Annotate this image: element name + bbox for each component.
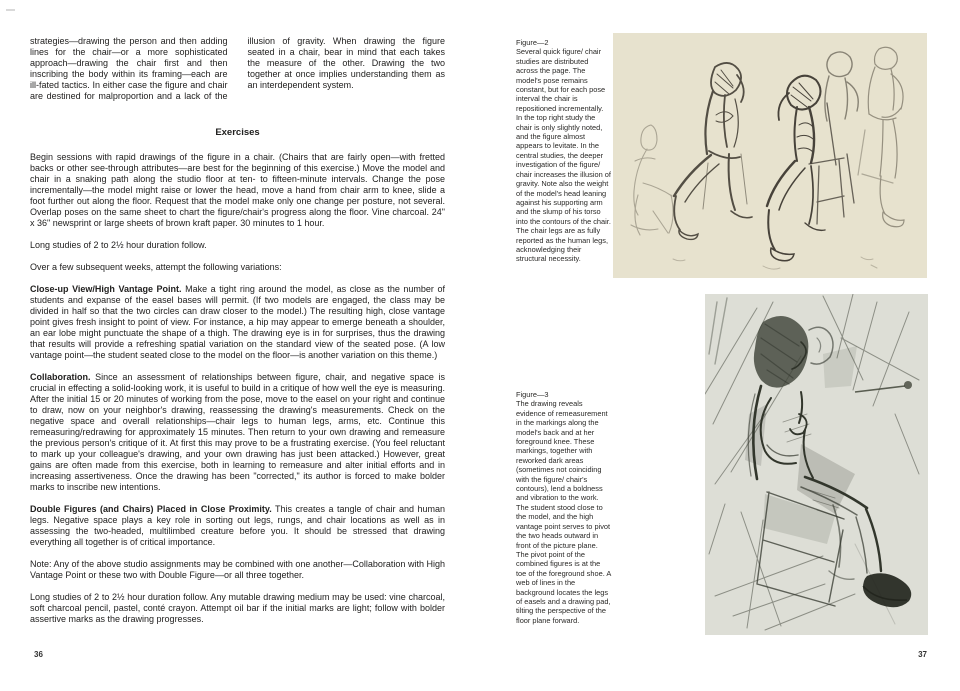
page-number-right: 37 (918, 650, 927, 659)
intro-columns (30, 36, 445, 102)
intro-column-1: strategies—drawing the person and then adding lines for the chair—or a more sophisticated approach—drawing the chair first and then inscribing the body within its framing—each are ill-fated tactics. In either case the figure and chair are destined for malproportion and a lack of the (30, 36, 228, 101)
figure-3-caption (516, 390, 611, 625)
figure-3-drawing (705, 294, 928, 635)
stray-mark (6, 9, 15, 11)
page-number-left: 36 (34, 650, 43, 659)
paragraph-long-studies-1: Long studies of 2 to 2½ hour duration follow. (30, 240, 207, 250)
paragraph-close-up-view: Close-up View/High Vantage Point. Make a tight ring around the model, as close as the number of students and expanse of the easel bases will permit. (If two models are engaged, the class may be divided in half so that the two circles can draw closer to the model.) The resulting high, close vantage point gives fresh insight to point of view. For instance, a hip may appear to emerge beneath a shoulder, an ear lobe might punctuate the shape of a thigh. The drawing eye is in for surprises, thus the drawing that results will provide a refreshing spatial variation on the standard view of the seated pose. (A low vantage point—the student seated close to the model on the floor—is another variation on this theme.) (30, 284, 445, 360)
left-page-text (30, 36, 445, 636)
section-heading: Exercises (215, 127, 260, 138)
intro-column-2: illusion of gravity. When drawing the figure seated in a chair, bear in mind that each takes the measure of the other. Drawing the two together at once implies understanding them as an interdependent system. (247, 36, 445, 90)
figure-2-caption-text: Several quick figure/ chair studies are distributed across the page. The model's pose remains constant, but for each pose interval the chair is repositioned incrementally. In the top right study the chair is only slightly noted, and the figure almost appears to levitate. In the central studies, the deeper investigation of the figure/ chair increases the illusion of gravity. Note also the weight of the model's head leaning against his supporting arm and the slump of his torso into the contours of the chair. The chair legs are as fully reported as the human legs, acknowledging their structural necessity. (516, 47, 611, 264)
paragraph-collaboration: Collaboration. Since an assessment of relationships between figure, chair, and negative space is crucial in effecting a solid-looking work, it is useful to build in a critique of how well the eye is measuring. After the initial 15 or 20 minutes of working from the pose, move to the easel on your right and continue to draw, now on your neighbor's drawing, reassessing the drawing's measurements. Check on the negative space and overall relationships—chair legs to human legs, arms, etc. Continue this remeasuring/redrawing for approximately 15 minutes. Then return to your own drawing and remeasure the previous person's critique of it. At first this may prove to be a frustrating exercise. (You feel reluctant to mark up your colleague's drawing, and your own drawing has just been attacked.) However, great gains are often made from this exercise, both in learning to remeasure and alter initial efforts and in increasing assertiveness. Once the drawing has been "corrected," its author is forced to make bolder marks to inscribe new intentions. (30, 372, 445, 492)
figure-2-sketch (613, 33, 927, 278)
figure-2-caption (516, 38, 611, 264)
figure-2-label: Figure—2 (516, 38, 549, 47)
paragraph-note: Note: Any of the above studio assignments may be combined with one another—Collaboration with High Vantage Point or these two with Double Figure—or all three together. (30, 559, 445, 580)
figure-3-caption-text: The drawing reveals evidence of remeasurement in the markings along the model's back and at her foreground knee. These markings, together with reworked dark areas (sometimes not coinciding with the figure/ chair's contours), lend a boldness and vibration to the work. The student stood close to the model, and the high vantage point serves to pivot the two heads outward in front of the picture plane. The pivot point of the combined figures is at the toe of the foreground shoe. A web of lines in the background locates the legs of easels and a drawing pad, tilting the perspective of the floor plane forward. (516, 399, 611, 625)
paragraph-begin-sessions: Begin sessions with rapid drawings of the figure in a chair. (Chairs that are fairly open—with fretted backs or other see-through attributes—are best for the beginning of this exercise.) Move the model and chair in a snaking path along the studio floor at ten- to fifteen-minute intervals. Change the pose incrementally—the model might raise or lower the head, move a hand from chair arm to knee, slide a foot further out along the floor. Request that the model make only one change per posture, not several. Overlap poses on the same sheet to chart the figure/chair's progress along the floor. Vine charcoal. 24" x 36" newsprint or large sheets of brown kraft paper. 30 minutes to 1 hour. (30, 152, 445, 228)
paragraph-double-figures: Double Figures (and Chairs) Placed in Close Proximity. This creates a tangle of chair and human legs. Negative space plays a key role in sorting out legs, rungs, and chair locations as well as in assessing the two-headed, multilimbed creature before you. It should be stressed that drawing everything all together is of critical importance. (30, 504, 445, 547)
paragraph-variations-intro: Over a few subsequent weeks, attempt the following variations: (30, 262, 282, 272)
figure-2-drawing (613, 33, 927, 278)
figure-3-label: Figure—3 (516, 390, 549, 399)
figure-3-sketch (705, 294, 928, 635)
paragraph-long-studies-2: Long studies of 2 to 2½ hour duration follow. Any mutable drawing medium may be used: vine charcoal, soft charcoal pencil, pastel, conté crayon. Attempt oil bar if the initial marks are light; follow with bolder assertive marks as the drawing progresses. (30, 592, 445, 624)
